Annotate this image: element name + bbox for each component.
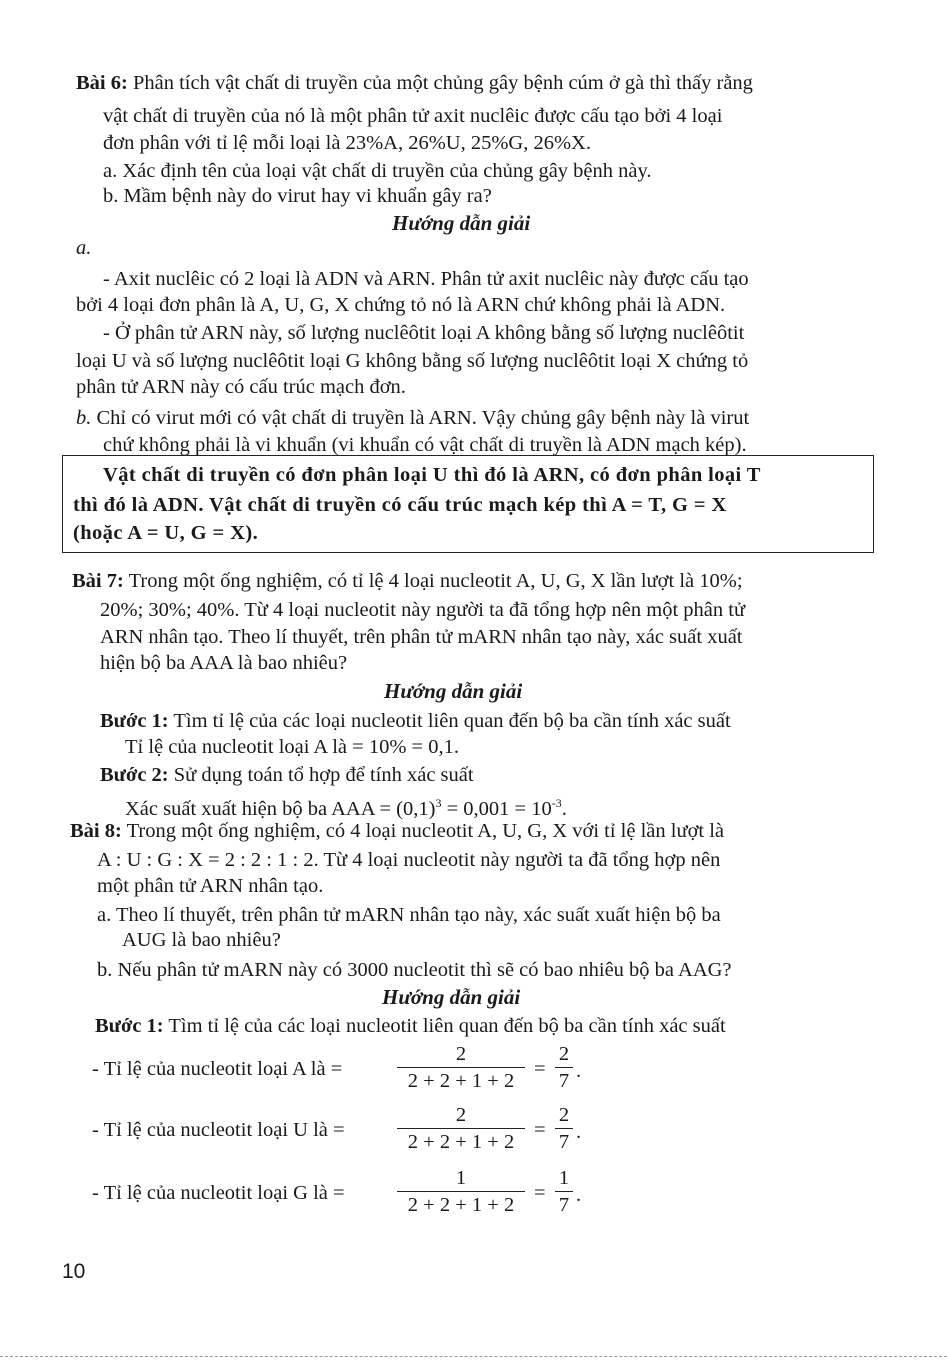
ratio-g-equals: = (534, 1182, 546, 1204)
ratio-g-fraction (397, 1165, 525, 1218)
ratio-u-result (555, 1102, 573, 1155)
note-line-1: Vật chất di truyền có đơn phân loại U thì đó là ARN, có đơn phân loại T (103, 464, 761, 486)
bai8-line-1 (70, 818, 724, 844)
bai6-label: Bài 6: (76, 72, 128, 94)
ratio-a-denominator: 2 + 2 + 1 + 2 (407, 1070, 515, 1092)
ratio-u-equals: = (534, 1119, 546, 1141)
bai8-step-1-text: Tìm tỉ lệ của các loại nucleotit liên quan đến bộ ba cần tính xác suất (163, 1015, 726, 1037)
bai6-solution-line-4: loại U và số lượng nuclêôtit loại G không bằng số lượng nuclêôtit loại X chứng tỏ (76, 350, 749, 372)
bai8-step-1 (95, 1013, 726, 1039)
ratio-u-fraction (397, 1102, 525, 1155)
ratio-a-fraction (397, 1041, 525, 1094)
bai7-step-1-detail: Tỉ lệ của nucleotit loại A là = 10% = 0,1. (125, 736, 459, 758)
bai6-solution-line-2: bởi 4 loại đơn phân là A, U, G, X chứng tỏ nó là ARN chứ không phải là ADN. (76, 294, 726, 316)
bai8-text-1: Trong một ống nghiệm, có 4 loại nucleotit A, U, G, X với tỉ lệ lần lượt là (121, 820, 725, 842)
ratio-u-result-den: 7 (558, 1131, 570, 1153)
bai7-line-3: ARN nhân tạo. Theo lí thuyết, trên phân tử mARN nhân tạo này, xác suất xuất (100, 626, 743, 648)
ratio-g-result-den: 7 (558, 1194, 570, 1216)
bai8-line-2: A : U : G : X = 2 : 2 : 1 : 2. Từ 4 loại nucleotit này người ta đã tổng hợp nên (97, 849, 721, 871)
bai8-question-a-1: a. Theo lí thuyết, trên phân tử mARN nhân tạo này, xác suất xuất hiện bộ ba (97, 904, 721, 926)
ratio-a-numerator: 2 (455, 1043, 467, 1065)
ratio-a-end: . (576, 1060, 582, 1082)
bai7-line-4: hiện bộ ba AAA là bao nhiêu? (100, 652, 348, 674)
bai7-step-2-mid: = 0,001 = 10 (441, 797, 552, 820)
bai7-step-2-sup: 3 (435, 796, 442, 810)
bai7-text-1: Trong một ống nghiệm, có tỉ lệ 4 loại nucleotit A, U, G, X lần lượt là 10%; (123, 570, 743, 592)
note-box (62, 455, 874, 553)
note-line-2: thì đó là ADN. Vật chất di truyền có cấu trúc mạch kép thì A = T, G = X (73, 494, 727, 516)
bai6-part-b-label: b. (76, 407, 92, 429)
bai8-line-3: một phân tử ARN nhân tạo. (97, 875, 324, 897)
bai6-solution-line-1: - Axit nuclêic có 2 loại là ADN và ARN. Phân tử axit nuclêic này được cấu tạo (103, 268, 749, 290)
ratio-u-result-num: 2 (558, 1104, 570, 1126)
ratio-a-result-den: 7 (558, 1070, 570, 1092)
bai6-question-a: a. Xác định tên của loại vật chất di truyền của chủng gây bệnh này. (103, 160, 652, 182)
bai6-question-b: b. Mầm bệnh này do virut hay vi khuẩn gây ra? (103, 185, 492, 207)
bai7-step-2-label: Bước 2: (100, 764, 169, 786)
ratio-g-result (555, 1165, 573, 1218)
bai8-question-b: b. Nếu phân tử mARN này có 3000 nucleotit thì sẽ có bao nhiêu bộ ba AAG? (97, 959, 732, 981)
bai7-step-2-pre: Xác suất xuất hiện bộ ba AAA = (0,1) (125, 797, 436, 820)
bai7-step-2-end: . (561, 797, 567, 820)
bai8-question-a-2: AUG là bao nhiêu? (122, 929, 281, 951)
ratio-g-end: . (576, 1184, 582, 1206)
ratio-g-denominator: 2 + 2 + 1 + 2 (407, 1194, 515, 1216)
note-line-3: (hoặc A = U, G = X). (73, 522, 259, 544)
bai7-line-1 (72, 568, 743, 594)
bai6-solution-heading: Hướng dẫn giải (392, 211, 531, 235)
ratio-a-result-num: 2 (558, 1043, 570, 1065)
ratio-a-result (555, 1041, 573, 1094)
bai7-step-1-label: Bước 1: (100, 710, 169, 732)
ratio-u-denominator: 2 + 2 + 1 + 2 (407, 1131, 515, 1153)
bai7-step-1 (100, 708, 731, 734)
bai6-solution-line-6 (76, 405, 749, 431)
bai7-step-2 (100, 762, 474, 788)
bai6-solution-line-7: chứ không phải là vi khuẩn (vi khuẩn có vật chất di truyền là ADN mạch kép). (103, 434, 747, 456)
bai8-step-1-label: Bước 1: (95, 1015, 164, 1037)
bai8-label: Bài 8: (70, 820, 122, 842)
ratio-g-numerator: 1 (455, 1167, 467, 1189)
bai6-solution-text-6: Chỉ có virut mới có vật chất di truyền là ARN. Vậy chủng gây bệnh này là virut (91, 407, 750, 429)
bai6-solution-line-5: phân tử ARN này có cấu trúc mạch đơn. (76, 376, 406, 398)
ratio-g-text: - Tỉ lệ của nucleotit loại G là = (92, 1182, 345, 1204)
bai7-line-2: 20%; 30%; 40%. Từ 4 loại nucleotit này người ta đã tổng hợp nên một phân tử (100, 599, 746, 621)
bai6-line-3: đơn phân với tỉ lệ mỗi loại là 23%A, 26%U, 25%G, 26%X. (103, 132, 591, 154)
bai6-text-1: Phân tích vật chất di truyền của một chủng gây bệnh cúm ở gà thì thấy rằng (127, 72, 753, 94)
bai7-step-2-exp: -3 (551, 796, 562, 810)
page-number: 10 (62, 1260, 86, 1283)
ratio-u-text: - Tỉ lệ của nucleotit loại U là = (92, 1119, 345, 1141)
bai6-part-a-label: a. (76, 237, 92, 259)
bai7-solution-heading: Hướng dẫn giải (384, 679, 523, 703)
bai6-line-1 (76, 70, 753, 96)
ratio-a-equals: = (534, 1058, 546, 1080)
page-bottom-edge (0, 1356, 947, 1357)
ratio-u-end: . (576, 1121, 582, 1143)
bai6-line-2: vật chất di truyền của nó là một phân tử axit nuclêic được cấu tạo bởi 4 loại (103, 105, 723, 127)
ratio-a-text: - Tỉ lệ của nucleotit loại A là = (92, 1058, 343, 1080)
bai6-solution-line-3: - Ở phân tử ARN này, số lượng nuclêôtit loại A không bằng số lượng nuclêôtit (103, 322, 745, 344)
bai7-step-2-text: Sử dụng toán tổ hợp để tính xác suất (168, 764, 474, 786)
ratio-u-numerator: 2 (455, 1104, 467, 1126)
bai7-step-1-text: Tìm tỉ lệ của các loại nucleotit liên quan đến bộ ba cần tính xác suất (168, 710, 731, 732)
bai8-solution-heading: Hướng dẫn giải (382, 985, 521, 1009)
bai7-label: Bài 7: (72, 570, 124, 592)
ratio-g-result-num: 1 (558, 1167, 570, 1189)
